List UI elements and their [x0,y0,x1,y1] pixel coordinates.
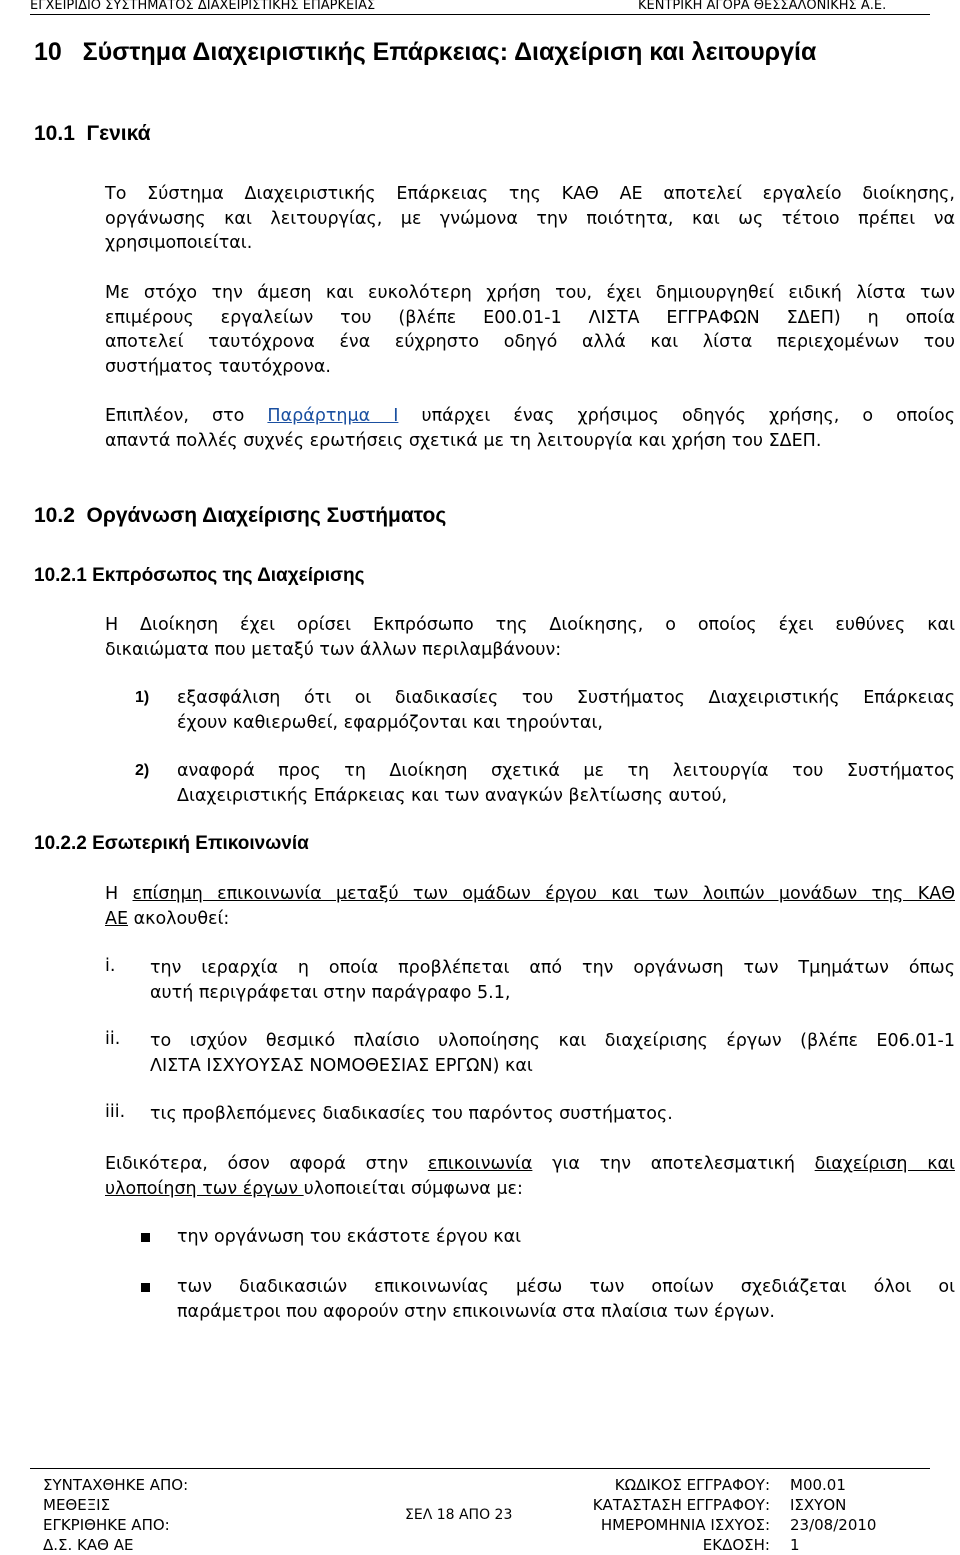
approved-label: ΕΓΚΡΙΘΗΚΕ ΑΠΟ: [43,1516,170,1534]
section-10-2-2-title: 10.2.2 Εσωτερική Επικοινωνία [34,833,309,854]
header-left: ΕΓΧΕΙΡΙΔΙΟ ΣΥΣΤΗΜΑΤΟΣ ΔΙΑΧΕΙΡΙΣΤΙΚΗΣ ΕΠΑΡΚΕΙΑΣ [30,0,376,13]
roman-item: τις προβλεπόμενες διαδικασίες του παρόντος συστήματος. [150,1104,673,1124]
roman-marker: i. [105,956,116,976]
section-10-title: 10 Σύστημα Διαχειριστικής Επάρκειας: Διαχείριση και λειτουργία [34,38,817,66]
roman-marker: ii. [105,1029,121,1049]
list-item: εξασφάλιση ότι οι διαδικασίες του Συστήματος Διαχειριστικής Επάρκειας έχουν καθιερωθεί, εφαρμόζονται και τηρούνται, [177,688,955,733]
section-10-1-title: 10.1 Γενικά [34,122,151,145]
edition-label: ΕΚΔΟΣΗ: [702,1536,770,1554]
section-10-2-1-title: 10.2.1 Εκπρόσωπος της Διαχείρισης [34,565,365,586]
compiled-label: ΣΥΝΤΑΧΘΗΚΕ ΑΠΟ: [43,1476,189,1494]
list-number: 2) [135,762,150,779]
bullet-square-icon [141,1283,150,1292]
approved-value: Δ.Σ. ΚΑΘ ΑΕ [43,1536,134,1554]
edition-value: 1 [790,1536,800,1554]
page-number: ΣΕΛ 18 ΑΠΟ 23 [405,1507,513,1523]
footer-left [43,1475,188,1555]
footer-values [790,1475,876,1555]
code-label: ΚΩΔΙΚΟΣ ΕΓΓΡΑΦΟΥ: [614,1476,770,1494]
roman-item: το ισχύον θεσμικό πλαίσιο υλοποίησης και διαχείρισης έργων (βλέπε Ε06.01-1 ΛΙΣΤΑ ΙΣΧΥΟΥΣΑΣ ΝΟΜΟΘΕΣΙΑΣ ΕΡΓΩΝ) και [150,1031,955,1076]
header-divider [30,14,930,15]
roman-marker: iii. [105,1102,126,1122]
paragraph-specifically: Ειδικότερα, όσον αφορά στην επικοινωνία για την αποτελεσματική διαχείριση και υλοποίηση των έργων υλοποιείται σύμφωνα με: [105,1154,955,1199]
compiled-value: ΜΕΘΕΞΙΣ [43,1496,111,1514]
bullet-item: των διαδικασιών επικοινωνίας μέσω των οποίων σχεδιάζεται όλοι οι παράμετροι που αφορούν στην επικοινωνία στα πλαίσια των έργων. [177,1277,955,1322]
appendix-link[interactable]: Παράρτημα Ι [267,406,399,426]
footer-labels [570,1475,770,1555]
paragraph-general-1: Το Σύστημα Διαχειριστικής Επάρκειας της ΚΑΘ ΑΕ αποτελεί εργαλείο διοίκησης, οργάνωσης και λειτουργίας, με γνώμονα την ποιότητα, και ως τέτοιο πρέπει να χρησιμοποιείται. [105,184,955,253]
paragraph-general-2: Με στόχο την άμεση και ευκολότερη χρήση του, έχει δημιουργηθεί ειδική λίστα των επιμέρους εργαλείων του (βλέπε Ε00.01-1 ΛΙΣΤΑ ΕΓΓΡΑΦΩΝ ΣΔΕΠ) η οποία αποτελεί ταυτόχρονα ένα εύχρηστο οδηγό αλλά και λίστα περιεχομένων του συστήματος ταυτόχρονα. [105,283,955,377]
page-header [0,0,960,15]
bullet-square-icon [141,1233,150,1242]
section-10-2-title: 10.2 Οργάνωση Διαχείρισης Συστήματος [34,504,447,527]
paragraph-general-3: Επιπλέον, στο Παράρτημα Ι υπάρχει ένας χρήσιμος οδηγός χρήσης, ο οποίος απαντά πολλές συχνές ερωτήσεις σχετικά με τη λειτουργία και χρήση του ΣΔΕΠ. [105,406,956,451]
status-label: ΚΑΤΑΣΤΑΣΗ ΕΓΓΡΑΦΟΥ: [592,1496,770,1514]
list-number: 1) [135,689,150,706]
bullet-item: την οργάνωση του εκάστοτε έργου και [177,1227,522,1247]
footer-divider [30,1468,930,1469]
status-value: ΙΣΧΥΟΝ [790,1496,847,1514]
paragraph-representative: Η Διοίκηση έχει ορίσει Εκπρόσωπο της Διοίκησης, ο οποίος έχει ευθύνες και δικαιώματα που μεταξύ των άλλων περιλαμβάνουν: [105,615,955,660]
code-value: Μ00.01 [790,1476,846,1494]
roman-item: την ιεραρχία η οποία προβλέπεται από την οργάνωση των Τμημάτων όπως αυτή περιγράφεται στην παράγραφο 5.1, [150,958,955,1003]
paragraph-internal-comm: Η επίσημη επικοινωνία μεταξύ των ομάδων έργου και των λοιπών μονάδων της ΚΑΘ ΑΕ ακολουθεί: [105,884,955,929]
date-label: ΗΜΕΡΟΜΗΝΙΑ ΙΣΧΥΟΣ: [600,1516,770,1534]
header-right: ΚΕΝΤΡΙΚΗ ΑΓΟΡΑ ΘΕΣΣΑΛΟΝΙΚΗΣ Α.Ε. [638,0,887,13]
list-item: αναφορά προς τη Διοίκηση σχετικά με τη λειτουργία του Συστήματος Διαχειριστικής Επάρκειας και των αναγκών βελτίωσης αυτού, [177,761,955,806]
date-value: 23/08/2010 [790,1516,877,1534]
